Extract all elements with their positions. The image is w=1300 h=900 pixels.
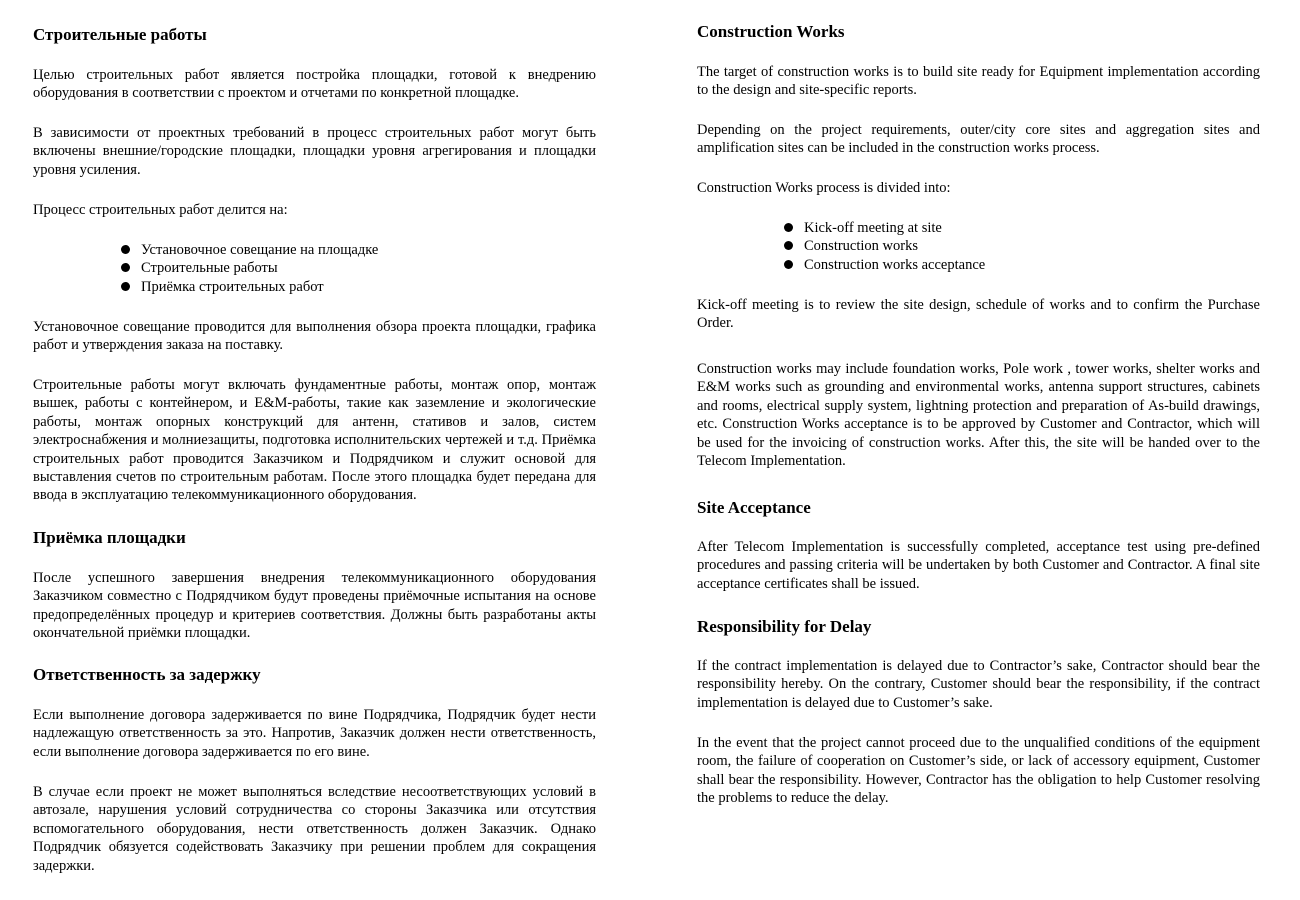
ru-paragraph-depending: В зависимости от проектных требований в процесс строительных работ могут быть включены внешние/городские площадки, площадки уровня агрегирования и площадки уровня усиления. xyxy=(33,125,596,178)
en-paragraph-process: Construction Works process is divided into: xyxy=(697,180,951,196)
en-paragraph-acceptance: After Telecom Implementation is successfully completed, acceptance test using pre-defined procedures and passing criteria will be undertaken by both Customer and Contractor. A final site acceptance certificates shall be issued. xyxy=(697,539,1260,592)
ru-paragraph-target: Целью строительных работ является постройка площадки, готовой к внедрению оборудования в соответствии с проектом и отчетами по конкретной площадке. xyxy=(33,67,596,102)
ru-paragraph-delay-1: Если выполнение договора задерживается по вине Подрядчика, Подрядчик будет нести надлежащую ответственность за это. Напротив, Заказчик должен нести ответственность, если выполнение договора задерживается по его вине. xyxy=(33,707,596,760)
en-paragraph-target: The target of construction works is to build site ready for Equipment implementation according to the design and site-specific reports. xyxy=(697,64,1260,99)
list-item: Строительные работы xyxy=(141,259,596,277)
list-item: Приёмка строительных работ xyxy=(141,278,596,296)
ru-paragraph-process: Процесс строительных работ делится на: xyxy=(33,202,288,218)
list-item: Kick-off meeting at site xyxy=(804,219,1260,237)
ru-heading-delay: Ответственность за задержку xyxy=(33,665,261,684)
ru-paragraph-kickoff: Установочное совещание проводится для выполнения обзора проекта площадки, графика работ и утверждения заказа на поставку. xyxy=(33,319,596,354)
bullet-icon xyxy=(121,245,130,254)
ru-paragraph-delay-2: В случае если проект не может выполняться вследствие несоответствующих условий в автозале, нарушения условий сотрудничества со стороны Заказчика или отсутствия вспомогательного оборудования, нести ответственность должен Заказчик. Однако Подрядчик обязуется содействовать Заказчику при решении проблем для сокращения задержки. xyxy=(33,784,596,874)
ru-process-list xyxy=(141,241,596,296)
ru-paragraph-works: Строительные работы могут включать фундаментные работы, монтаж опор, монтаж вышек, работы с контейнером, и E&M-работы, такие как заземление и экологические работы, монтаж опорных конструкций для антенн, стативов и залов, систем электроснабжения и молниезащиты, подготовка исполнительских чертежей и т.д. Приёмка строительных работ проводится Заказчиком и Подрядчиком и служит основой для выставления счетов по строительным работам. После этого площадка будет передана для ввода в эксплуатацию телекоммуникационного оборудования. xyxy=(33,377,596,504)
bullet-icon xyxy=(121,282,130,291)
list-item: Construction works xyxy=(804,237,1260,255)
ru-heading-site-acceptance: Приёмка площадки xyxy=(33,528,186,547)
en-heading-site-acceptance: Site Acceptance xyxy=(697,498,811,517)
en-paragraph-delay-2: In the event that the project cannot proceed due to the unqualified conditions of the equipment room, the failure of cooperation on Customer’s side, or lack of accessory equipment, Customer shall bear the responsibility. However, Contractor has the obligation to help Customer resolving the problems to reduce the delay. xyxy=(697,735,1260,807)
bullet-icon xyxy=(784,241,793,250)
en-paragraph-delay-1: If the contract implementation is delayed due to Contractor’s sake, Contractor should bear the responsibility hereby. On the contrary, Customer should bear the responsibility, if the contract implementation is delayed due to Customer’s sake. xyxy=(697,658,1260,711)
bullet-icon xyxy=(121,263,130,272)
en-heading-construction-works: Construction Works xyxy=(697,22,845,41)
en-heading-delay: Responsibility for Delay xyxy=(697,617,872,636)
en-paragraph-kickoff: Kick-off meeting is to review the site design, schedule of works and to confirm the Purchase Order. xyxy=(697,297,1260,332)
en-paragraph-depending: Depending on the project requirements, outer/city core sites and aggregation sites and amplification sites can be included in the construction works process. xyxy=(697,122,1260,157)
ru-paragraph-acceptance: После успешного завершения внедрения телекоммуникационного оборудования Заказчиком совместно с Подрядчиком будут проведены приёмочные испытания на основе предопределённых процедур и критериев соответствия. Должны быть разработаны акты окончательной приёмки площадки. xyxy=(33,570,596,642)
list-item: Construction works acceptance xyxy=(804,256,1260,274)
bullet-icon xyxy=(784,260,793,269)
bullet-icon xyxy=(784,223,793,232)
en-paragraph-works: Construction works may include foundation works, Pole work , tower works, shelter works and E&M works such as grounding and environmental works, antenna support structures, cabinets and rooms, electrical supply system, lightning protection and preparation of As-build drawings, etc. Construction Works acceptance is to be approved by Customer and Contractor, which will be used for the invoicing of construction works. After this, the site will be handed over to the Telecom Implementation. xyxy=(697,361,1260,470)
en-process-list xyxy=(804,219,1260,274)
list-item: Установочное совещание на площадке xyxy=(141,241,596,259)
ru-heading-construction-works: Строительные работы xyxy=(33,25,207,44)
